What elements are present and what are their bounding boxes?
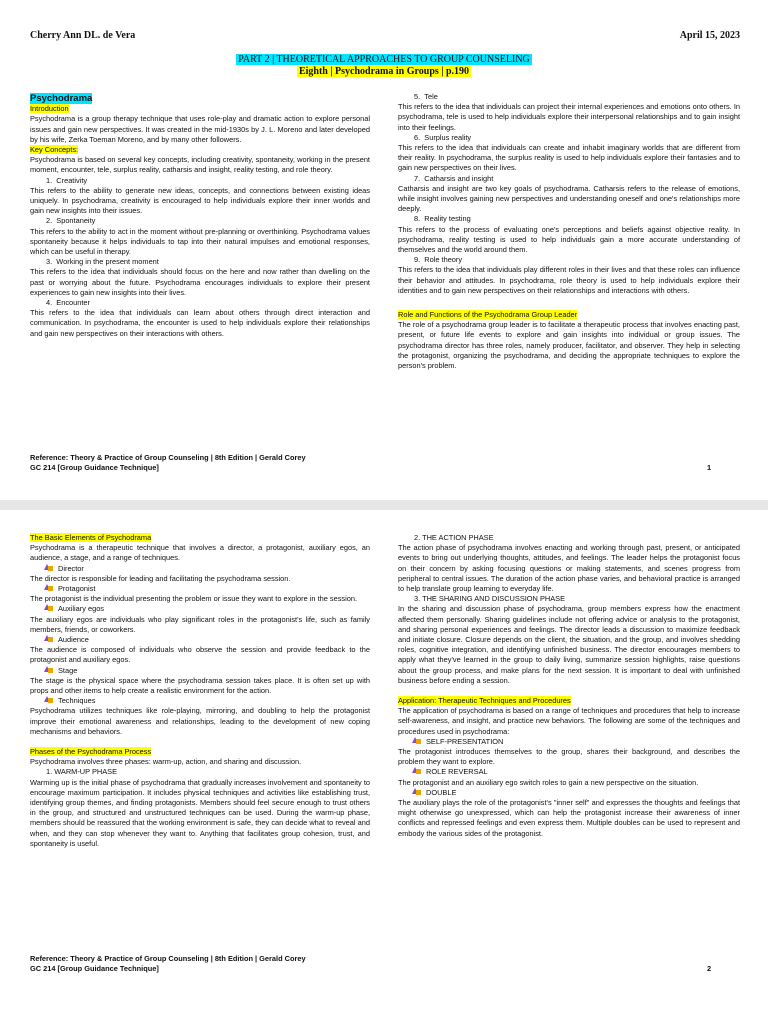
element-item-text: Psychodrama utilizes techniques like role-playing, mirroring, and doubling to help the protagonist improve their emotional awareness and relationships, leading to the development of new coping mechanisms and behaviors.: [30, 706, 370, 736]
technique-title: ROLE REVERSAL: [398, 767, 740, 777]
application-text: The application of psychodrama is based on a range of techniques and procedures that help to increase self-awareness, and insight, and practice new behaviors. The following are some of the techniques and procedures used in psychodrama:: [398, 706, 740, 736]
bullet-icon: [44, 584, 53, 592]
element-item-title: Director: [30, 564, 370, 574]
concept-item-text: This refers to the idea that individuals play different roles in their lives and that these roles can influence their behavior and attitudes. In psychodrama, role theory is used to help individuals explore their identities and to gain new perspectives on their relationships and interactions with others.: [398, 265, 740, 295]
element-item-title: Audience: [30, 635, 370, 645]
key-concepts-label: Key Concepts:: [30, 145, 79, 155]
concept-item-text: This refers to the idea that individuals can learn about others through direct interaction and communication. In psychodrama, the encounter is used to help individuals explore their relationships and gain new perspectives on their interactions with others.: [30, 308, 370, 338]
element-item-title: Protagonist: [30, 584, 370, 594]
phases-intro: Psychodrama involves three phases: warm-up, action, and sharing and discussion.: [30, 757, 302, 767]
bullet-icon: [44, 564, 53, 572]
role-heading: Role and Functions of the Psychodrama Group Leader: [398, 310, 578, 320]
page-separator: [0, 500, 768, 510]
introduction-label: Introduction: [30, 104, 69, 114]
concept-item-title: 6. Surplus reality: [414, 132, 472, 142]
concept-item-title: 7. Catharsis and insight: [414, 173, 494, 183]
concept-item-text: This refers to the idea that individuals should focus on the here and now rather than dwelling on the past or worrying about the future. Psychodrama encourages individuals to explore their present experiences to gain new insights into their lives.: [30, 267, 370, 297]
reference-footer: [30, 954, 306, 974]
bullet-icon: [412, 788, 421, 796]
introduction-text: Psychodrama is a group therapy technique that uses role-play and dramatic action to explore personal issues and gain new perspectives. It was created in the mid-1930s by J. L. Moreno and later developed by his wife, Zerka Toeman Moreno, and by many other followers.: [30, 114, 370, 144]
concept-item-text: This refers to the idea that individuals can create and inhabit imaginary worlds that are different from their reality. In psychodrama, the surplus reality is used to help individuals explore their fantasies and to gain new perspectives on their lives.: [398, 143, 740, 173]
concept-item-title: 2. Spontaneity: [46, 216, 96, 226]
technique-title: SELF-PRESENTATION: [398, 737, 740, 747]
section-heading-psychodrama: Psychodrama: [30, 93, 93, 104]
page2-right-column: [398, 533, 740, 839]
element-item-text: The audience is composed of individuals who observe the session and provide feedback to the protagonist and auxiliary egos.: [30, 645, 370, 665]
element-item-title: Stage: [30, 666, 370, 676]
phase-text: The action phase of psychodrama involves enacting and working through past, present, or anticipated events to bring out underlying thoughts, attitudes, and feelings. The leader helps the protagonist focus on their concern by asking focusing questions or making statements, and scenes progress from peripheral to central issues. The duration of the action phase varies, and behavioral practice is arranged to help translate group learning to everyday life.: [398, 543, 740, 594]
author-name: Cherry Ann DL. de Vera: [30, 30, 136, 41]
technique-title: DOUBLE: [398, 788, 740, 798]
concept-item-text: Catharsis and insight are two key goals of psychodrama. Catharsis refers to the release of emotions, while insight involves gaining new perspectives and understanding oneself and one's relationships more deeply.: [398, 183, 740, 214]
footer-reference: Reference: Theory & Practice of Group Counseling | 8th Edition | Gerald Corey: [30, 453, 306, 462]
title-part: PART 2 | THEORETICAL APPROACHES TO GROUP COUNSELING: [238, 54, 530, 65]
bullet-icon: [44, 635, 53, 643]
technique-text: The protagonist introduces themselves to the group, shares their background, and describes the problem they want to explore.: [398, 747, 740, 767]
key-concepts-text: Psychodrama is based on several key concepts, including creativity, spontaneity, working in the present moment, encounter, tele, surplus reality, catharsis and insight, reality testing, and role theory.: [30, 155, 370, 175]
reference-footer: [30, 453, 306, 473]
document-date: April 15, 2023: [679, 30, 740, 41]
footer-course: GC 214 [Group Guidance Technique]: [30, 964, 159, 973]
concept-item-title: 1. Creativity: [46, 175, 88, 185]
phase-text: Warming up is the initial phase of psychodrama that gradually increases involvement and spontaneity to encourage maximum participation. It includes physical techniques and activities like establishing trust, identifying group themes, and finding protagonists. Members should feel secure enough to trust others in the group, and structured and unstructured techniques can be used. During the warm-up phase, members should be reassured that the working environment is safe, they can decide what to reveal and when, and they can stop whenever they want to. Anything that facilitates group cohesion, trust, and spontaneity is useful.: [30, 777, 370, 848]
element-item-text: The protagonist is the individual presenting the problem or issue they want to explore in the session.: [30, 594, 358, 604]
element-item-text: The stage is the physical space where the psychodrama session takes place. It is often set up with props and other items to help create a realistic environment for the action.: [30, 675, 370, 696]
concept-item-title: 9. Role theory: [414, 255, 463, 265]
phase-title: 1. WARM-UP PHASE: [46, 767, 118, 777]
page-number: 2: [707, 964, 712, 973]
phases-heading: Phases of the Psychodrama Process: [30, 747, 152, 757]
phase-title: 3. THE SHARING AND DISCUSSION PHASE: [414, 594, 565, 604]
basic-elements-intro: Psychodrama is a therapeutic technique that involves a director, a protagonist, auxiliary egos, an audience, a stage, and a range of techniques.: [30, 543, 370, 563]
technique-text: The protagonist and an auxiliary ego switch roles to gain a new perspective on the situation.: [398, 777, 699, 787]
basic-elements-heading: The Basic Elements of Psychodrama: [30, 533, 152, 542]
application-heading: Application: Therapeutic Techniques and Procedures: [398, 696, 571, 706]
concept-item-title: 5. Tele: [414, 92, 438, 101]
concept-item-text: This refers to the process of evaluating one's perceptions and beliefs against objective reality. In psychodrama, reality testing is used to help individuals gain a more accurate understanding of themselves and the world around them.: [398, 224, 740, 255]
title-chapter: Eighth | Psychodrama in Groups | p.190: [298, 66, 470, 77]
concept-item-text: This refers to the ability to act in the moment without pre-planning or overthinking. Psychodrama values spontaneity because it helps individuals to tap into their natural impulses and emotional responses, which can be useful in therapy.: [30, 226, 370, 257]
phase-text: In the sharing and discussion phase of psychodrama, group members express how the enactment affected them personally. Sharing guidelines include not offering advice or analysis to the protagonist, and sharing personal experiences and feelings. The director leads a discussion to maximize feedback and initiate closure. Closure depends on the client, the situation, and the group, and involves shedding roles, cognitive integration, and identifying unfinished business. The director encourages members to apply what they've learned in the group to daily living, summarize session highlights, raise questions about the group process, and make plans for the next session. It is important to deal with unfinished business before ending a session.: [398, 604, 740, 685]
footer-reference: Reference: Theory & Practice of Group Counseling | 8th Edition | Gerald Corey: [30, 954, 306, 963]
page1-left-column: [30, 94, 370, 339]
element-item-text: The director is responsible for leading and facilitating the psychodrama session.: [30, 573, 291, 583]
element-item-title: Techniques: [30, 696, 370, 706]
page1-right-column: [398, 92, 740, 371]
document-title: [0, 54, 768, 78]
bullet-icon: [412, 737, 421, 745]
bullet-icon: [44, 696, 53, 704]
page-number: 1: [707, 463, 712, 472]
page2-left-column: [30, 533, 370, 849]
bullet-icon: [44, 604, 53, 612]
document-page-2: [0, 510, 768, 1024]
technique-text: The auxiliary plays the role of the protagonist's "inner self" and expresses the thoughts and feelings that might otherwise go unexpressed, which can help the protagonist increase their awareness of inner conflicts and repressed feelings and even express them. Multiple doubles can be used to represent and embody the various sides of the protagonist.: [398, 798, 740, 838]
concept-item-text: This refers to the ability to generate new ideas, concepts, and connections between existing ideas uniquely. In psychodrama, creativity is encouraged to help individuals explore their inner worlds and gain new insights into their issues.: [30, 185, 370, 216]
concept-item-title: 4. Encounter: [46, 298, 90, 308]
concept-item-title: 3. Working in the present moment: [46, 257, 159, 267]
bullet-icon: [44, 666, 53, 674]
role-text: The role of a psychodrama group leader is to facilitate a therapeutic process that involves enacting past, present, or future life events to explore and gain insights into individual or group issues. The psychodrama director has three roles, namely producer, facilitator, and observer. They help in selecting the protagonist, organizing the psychodrama, and deciding the appropriate techniques to explore the person's problem.: [398, 320, 740, 371]
phase-title: 2. THE ACTION PHASE: [414, 533, 494, 542]
element-item-title: Auxiliary egos: [30, 604, 370, 614]
footer-course: GC 214 [Group Guidance Technique]: [30, 463, 159, 472]
document-page-1: [0, 0, 768, 500]
bullet-icon: [412, 767, 421, 775]
element-item-text: The auxiliary egos are individuals who play significant roles in the protagonist's life, such as family members, friends, or coworkers.: [30, 614, 370, 634]
concept-item-title: 8. Reality testing: [414, 214, 471, 224]
concept-item-text: This refers to the idea that individuals can project their internal experiences and emotions onto others. In psychodrama, tele is used to help individuals explore their interpersonal relationships and to gain insight into their feelings.: [398, 102, 740, 132]
